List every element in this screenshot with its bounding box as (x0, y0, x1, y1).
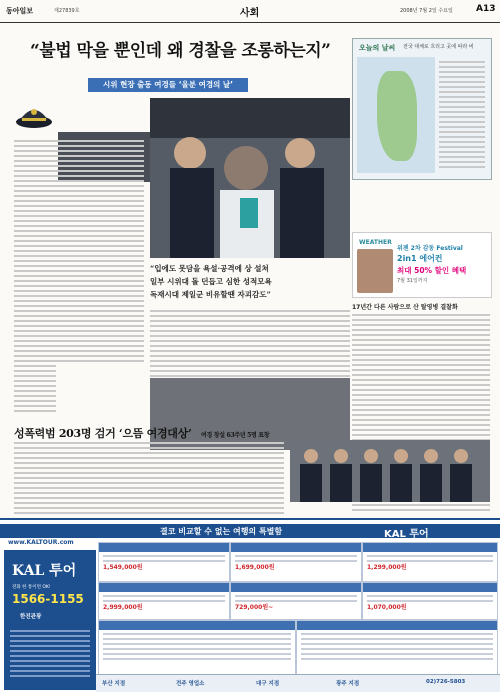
pull-quote-line-3: 독재시대 제일군 비유할땐 자괴감도” (150, 290, 271, 299)
tour-cell-1[interactable] (98, 542, 230, 582)
page-number: A13 (476, 4, 496, 14)
tour-cell-3[interactable] (362, 542, 498, 582)
footer-branch-1: 부산 지점 (102, 681, 126, 687)
tour-price-2: 1,699,000원 (235, 564, 275, 571)
kal-tour-ad[interactable] (0, 518, 500, 693)
kal-phone[interactable]: 1566-1155 (12, 592, 84, 606)
publication-name: 동아일보 (6, 7, 34, 15)
kal-phone-caption: 전화 한 통이면 OK! (12, 585, 51, 590)
second-article-body (14, 442, 284, 517)
issue-date: 2008년 7월 2일 수요일 (400, 8, 453, 14)
second-headline-text: 성폭력범 203명 검거 ‘으뜸 여경대상’ (14, 427, 192, 440)
tour-cell-6[interactable] (362, 582, 498, 620)
tour-cell-4[interactable] (98, 582, 230, 620)
kal-logo: KAL 투어 (12, 563, 77, 579)
pull-quote (150, 262, 290, 301)
weather-text (439, 61, 485, 171)
second-article-headline (14, 425, 269, 441)
weather-map (357, 57, 435, 173)
section-title: 사회 (240, 8, 260, 19)
footer-branch-2: 전주 영업소 (176, 681, 205, 687)
ad-model-photo (357, 249, 393, 293)
main-headline: “불법 막을 뿐인데 왜 경찰을 조롱하는지” (30, 41, 331, 61)
tour-price-6: 1,070,000원 (367, 604, 407, 611)
pull-quote-line-2: 일부 시위대 돌 던듭고 심한 성적모욕 (150, 277, 272, 286)
weather-subtitle: 전국 대체로 흐리고 곳에 따라 비 (403, 44, 474, 50)
kal-banner-text: 결코 비교할 수 없는 여행의 특별함 (160, 527, 283, 536)
hanjin-label: 한진관광 (20, 614, 42, 620)
kal-banner (0, 524, 500, 538)
main-kicker: 시위 현장 출동 여경들 ‘울분 여경의 날’ (88, 78, 248, 92)
kal-contact-panel (4, 550, 96, 690)
ad-sale-line: 최대 50% 할인 혜택 (397, 266, 467, 275)
kal-footer (96, 674, 500, 692)
pull-quote-line-1: “입에도 못담을 욕설·공격에 상 설쳐 (150, 264, 269, 273)
tour-price-4: 2,999,000원 (103, 604, 143, 611)
aircon-ad[interactable] (352, 232, 492, 298)
tour-price-1: 1,549,000원 (103, 564, 143, 571)
kal-banner-logo: KAL 투어 (384, 529, 429, 540)
main-photo (150, 98, 350, 258)
main-intro-text (14, 98, 144, 103)
kal-contact-lines (10, 630, 90, 680)
ad-event-line: 위젠 2차 감동 Festival (397, 245, 463, 252)
tour-cell-5[interactable] (230, 582, 362, 620)
ad-product-line: 2in1 에어컨 (397, 254, 443, 263)
ad-note: 7월 31일까지 (397, 278, 428, 284)
weather-widget (352, 38, 492, 180)
tour-cell-7[interactable] (98, 620, 296, 676)
footer-phone[interactable]: 02)726-5803 (426, 679, 466, 685)
tour-cell-8[interactable] (296, 620, 498, 676)
kal-url[interactable]: www.KALTOUR.com (8, 539, 74, 546)
second-subhead: 여경 창설 63주년 5명 표창 (201, 432, 270, 439)
ad-brand: WEATHER (359, 239, 392, 246)
tour-cell-2[interactable] (230, 542, 362, 582)
tour-price-5: 729,000원~ (235, 604, 274, 611)
police-cap-illustration (14, 98, 54, 132)
tour-price-3: 1,299,000원 (367, 564, 407, 571)
footer-branch-3: 대구 지점 (256, 681, 280, 687)
issue-number: 제27839호 (54, 8, 80, 14)
side-article-headline: 17년간 다른 사람으로 산 탈영병 결찰화 (352, 304, 458, 311)
article-column-1b (14, 140, 144, 365)
footer-branch-4: 광주 지점 (336, 681, 360, 687)
ceremony-photo (290, 440, 490, 502)
page-header (0, 0, 500, 23)
weather-title: 오늘의 날씨 (359, 44, 396, 52)
